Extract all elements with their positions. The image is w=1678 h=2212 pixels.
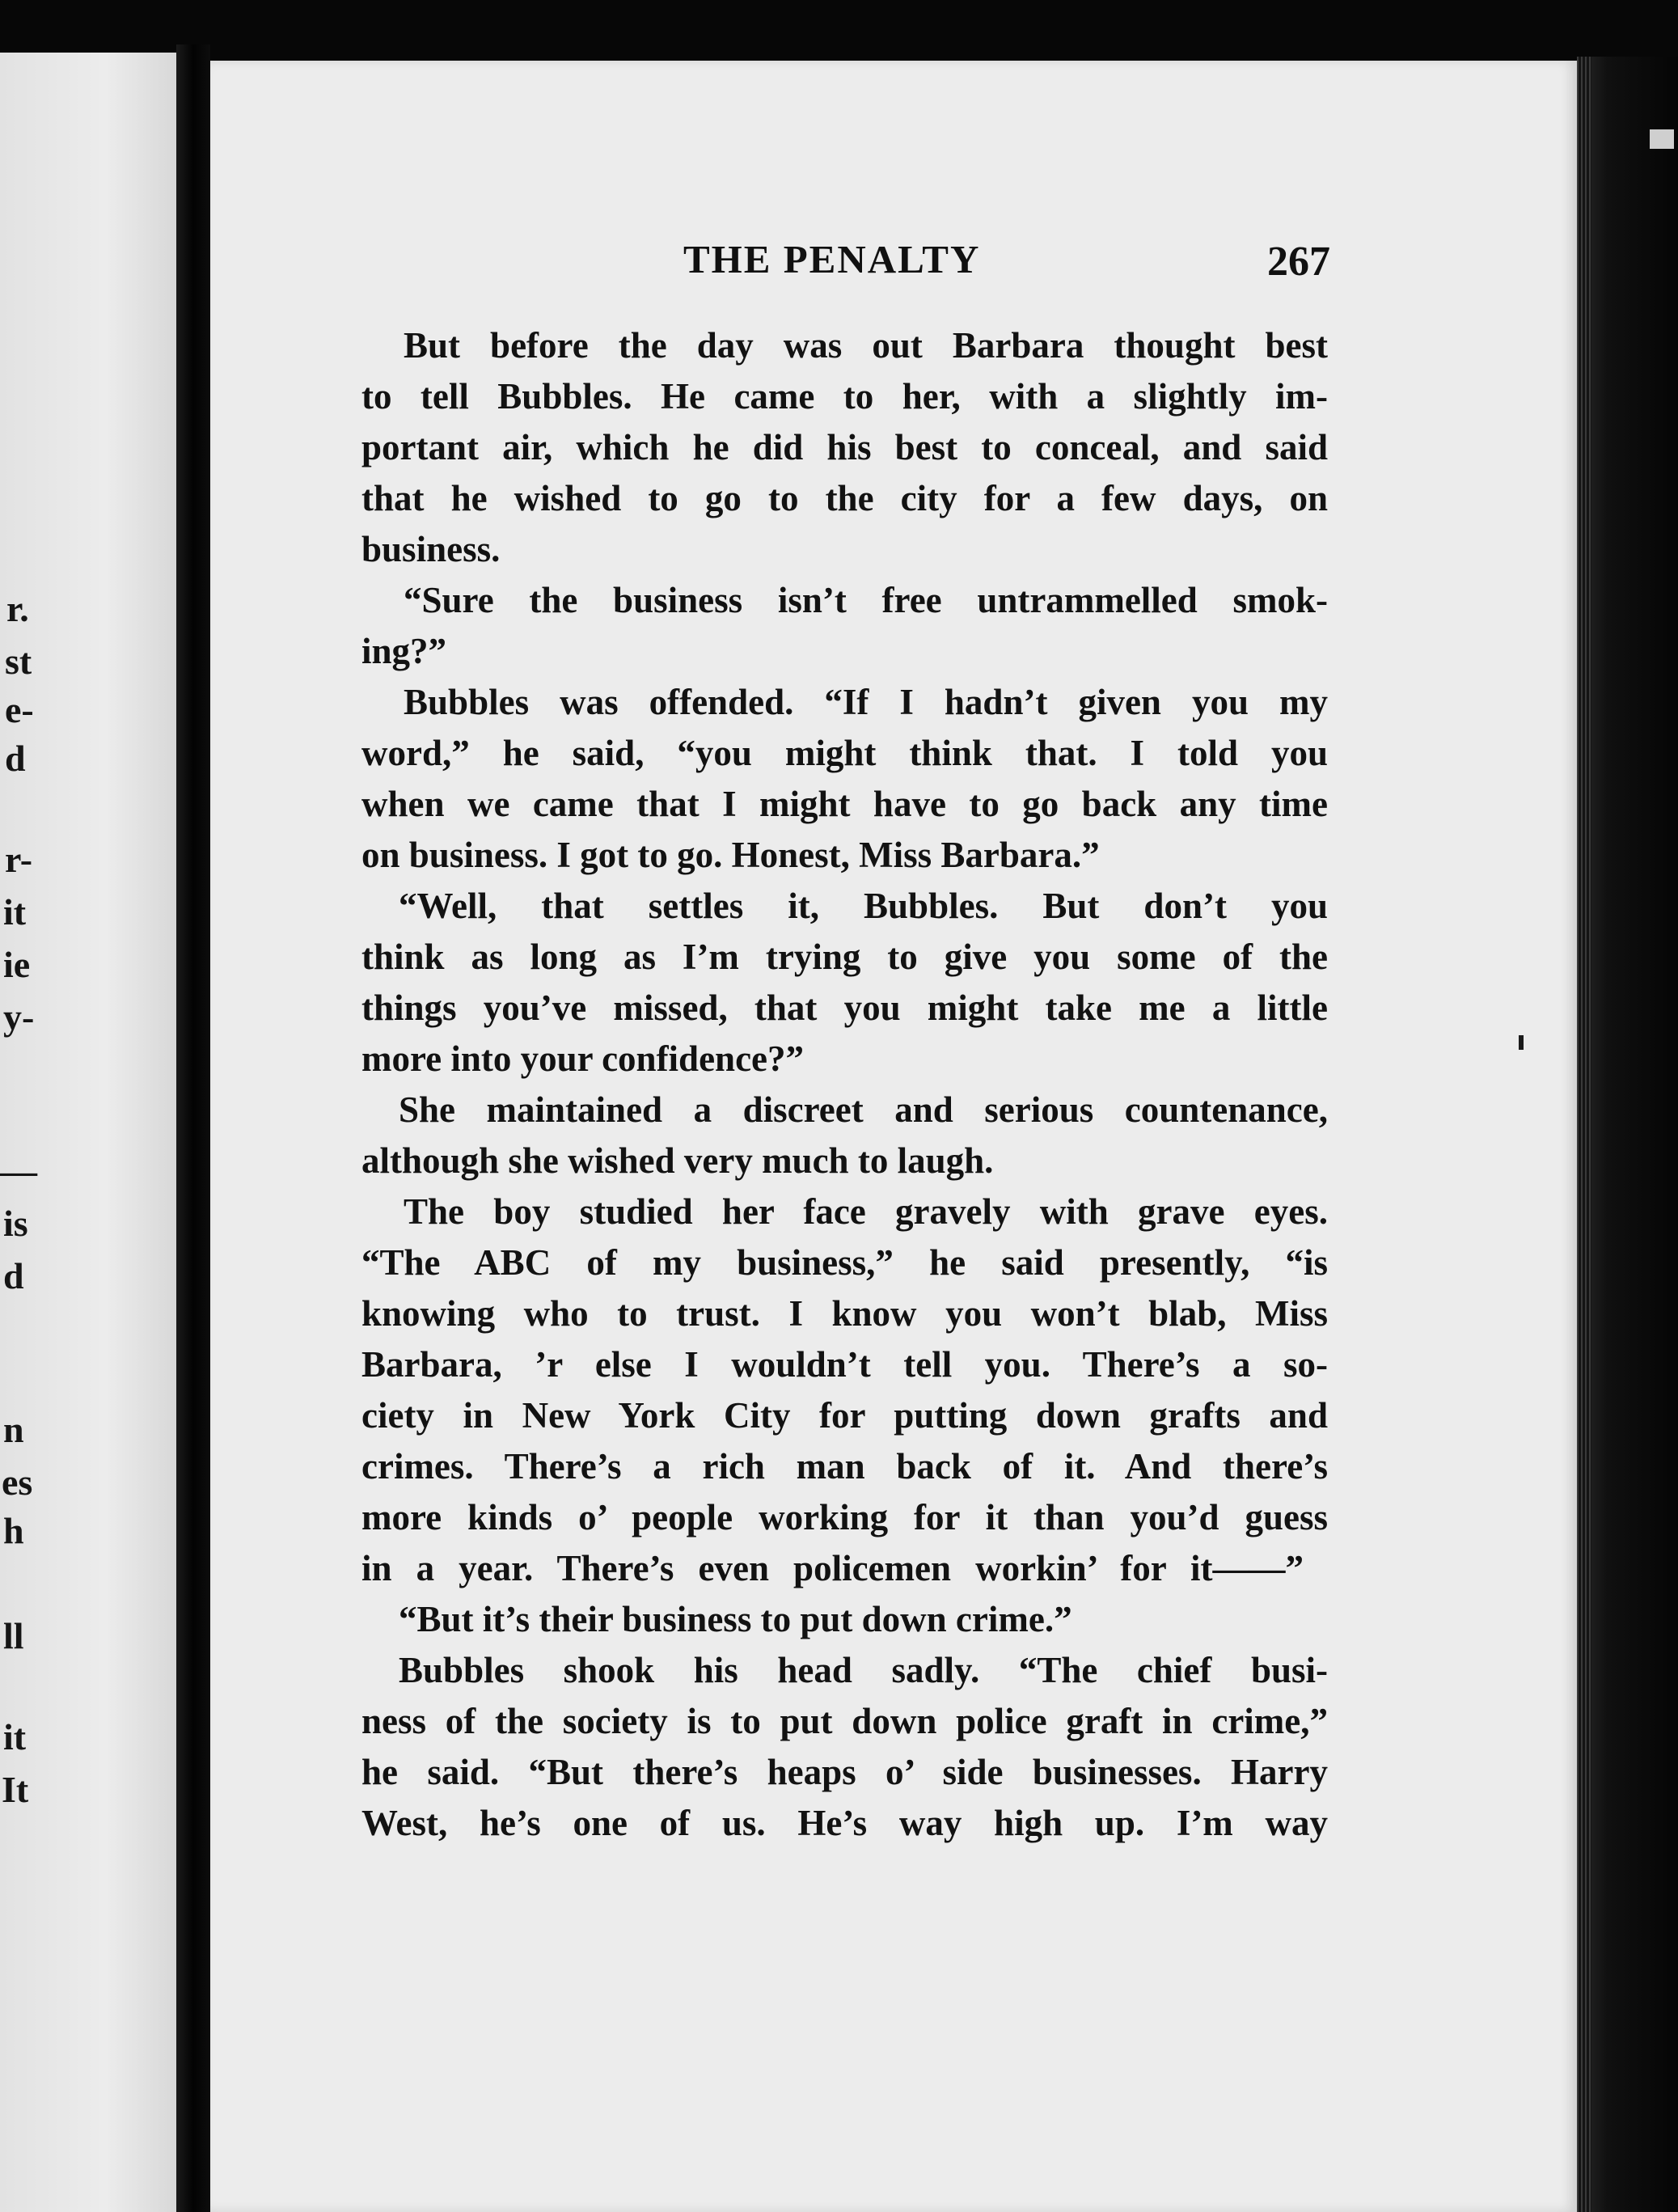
page-number: 267: [1267, 239, 1330, 285]
text-line: knowing who to trust. I know you won’t blab, Miss: [361, 1293, 1328, 1334]
fragment-line: is: [3, 1203, 28, 1244]
text-line: West, he’s one of us. He’s way high up. I’m way: [361, 1803, 1328, 1843]
text-line: “Sure the business isn’t free untrammelled smok-: [404, 580, 1328, 620]
text-line: Barbara, ’r else I wouldn’t tell you. There’s a so-: [361, 1344, 1328, 1385]
text-line: he said. “But there’s heaps o’ side businesses. Harry: [361, 1752, 1328, 1792]
fragment-line: h: [3, 1510, 24, 1551]
fragment-line: st: [5, 641, 32, 682]
fragment-line: n: [3, 1409, 24, 1450]
text-line: “But it’s their business to put down crime.”: [399, 1599, 1072, 1639]
text-line: when we came that I might have to go back any time: [361, 784, 1328, 824]
text-line: She maintained a discreet and serious countenance,: [399, 1089, 1328, 1130]
text-line: on business. I got to go. Honest, Miss Barbara.”: [361, 835, 1100, 875]
text-line: to tell Bubbles. He came to her, with a slightly im-: [361, 376, 1328, 417]
fragment-line: —: [0, 1150, 37, 1191]
fragment-line: it: [3, 891, 27, 933]
text-line: Bubbles was offended. “If I hadn’t given you my: [404, 682, 1328, 722]
fragment-line: e-: [5, 689, 34, 730]
text-line: “Well, that settles it, Bubbles. But don’t you: [399, 886, 1328, 926]
fragment-line: it: [3, 1716, 27, 1757]
fragment-line: It: [2, 1769, 29, 1810]
text-line: ness of the society is to put down police graft in crime,”: [361, 1701, 1328, 1741]
fragment-line: y-: [3, 996, 35, 1038]
running-title: THE PENALTY: [683, 237, 981, 281]
text-line: more into your confidence?”: [361, 1038, 805, 1079]
text-line: But before the day was out Barbara thought best: [404, 325, 1328, 366]
fragment-line: ll: [3, 1615, 24, 1656]
text-line: portant air, which he did his best to conceal, and said: [361, 427, 1328, 467]
scan-speck: [1519, 1035, 1524, 1050]
running-header: [210, 236, 1577, 293]
text-line: although she wished very much to laugh.: [361, 1140, 994, 1181]
text-line: The boy studied her face gravely with grave eyes.: [404, 1191, 1328, 1232]
text-line: that he wished to go to the city for a few days, on: [361, 478, 1328, 518]
text-line: more kinds o’ people working for it than you’d guess: [361, 1497, 1328, 1537]
scan-speck: [1650, 129, 1674, 149]
fragment-line: d: [3, 1255, 24, 1296]
text-line: things you’ve missed, that you might take me a little: [361, 988, 1328, 1028]
page-stack-edge: [1577, 57, 1678, 2212]
text-line: word,” he said, “you might think that. I told you: [361, 733, 1328, 773]
text-line: think as long as I’m trying to give you some of the: [361, 937, 1328, 977]
fragment-line: r-: [5, 839, 33, 880]
text-line: in a year. There’s even policemen workin’ for it——”: [361, 1548, 1304, 1588]
book-gutter: [176, 44, 210, 2212]
text-line: ing?”: [361, 631, 447, 671]
facing-page-text-fragments: [0, 0, 176, 2212]
text-line: business.: [361, 529, 501, 569]
fragment-line: es: [2, 1461, 33, 1503]
fragment-line: ie: [3, 944, 31, 985]
text-line: Bubbles shook his head sadly. “The chief busi-: [399, 1650, 1328, 1690]
fragment-line: r.: [6, 588, 29, 629]
text-line: “The ABC of my business,” he said presently, “is: [361, 1242, 1328, 1283]
fragment-line: d: [5, 738, 26, 779]
text-line: ciety in New York City for putting down grafts and: [361, 1395, 1328, 1436]
text-line: crimes. There’s a rich man back of it. And there’s: [361, 1446, 1328, 1487]
